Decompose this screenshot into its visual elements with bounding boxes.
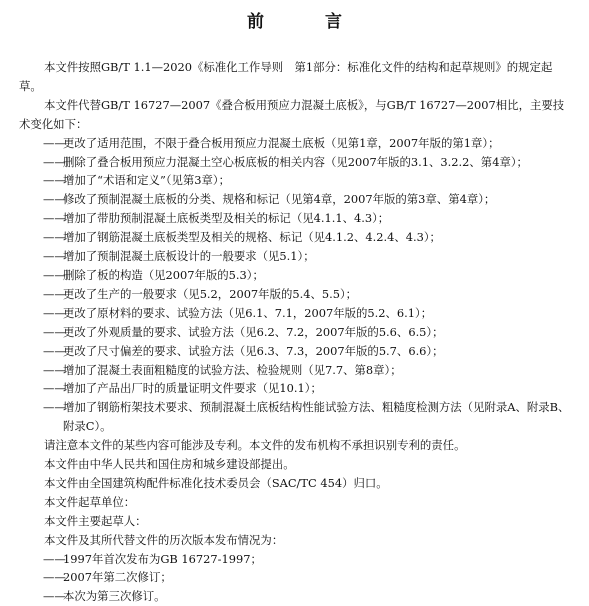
paragraph-drafting-rule: 本文件按照GB/T 1.1—2020《标准化工作导则 第1部分：标准化文件的结构和起草规则》的规定起草。 (19, 60, 553, 93)
change-item (19, 379, 571, 398)
history-item (19, 568, 571, 587)
dash-marker: —— (43, 286, 66, 301)
history-text: 2007年第二次修订； (63, 570, 172, 585)
change-item (19, 304, 571, 323)
change-text: 增加了预制混凝土底板设计的一般要求（见5.1）； (63, 249, 315, 264)
patent-notice: 请注意本文件的某些内容可能涉及专利。本文件的发布机构不承担识别专利的责任。 (44, 438, 466, 453)
change-text: 删除了叠合板用预应力混凝土空心板底板的相关内容（见2007年版的3.1、3.2.2、第4章）； (63, 154, 528, 169)
dash-marker: —— (43, 343, 66, 358)
change-text: 增加了产品出厂时的质量证明文件要求（见10.1）； (63, 381, 322, 396)
dash-marker: —— (43, 324, 66, 339)
document-body (19, 58, 571, 606)
main-drafters-line: 本文件主要起草人： (44, 513, 147, 528)
history-text: 1997年首次发布为GB 16727-1997； (63, 551, 262, 566)
change-item (19, 266, 571, 285)
change-item (19, 323, 571, 342)
committee-line: 本文件由全国建筑构配件标准化技术委员会（SAC/TC 454）归口。 (44, 475, 388, 490)
change-text: 更改了外观质量的要求、试验方法（见6.2、7.2，2007年版的5.6、6.5）； (63, 324, 444, 339)
history-item (19, 587, 571, 606)
change-item (19, 361, 571, 380)
change-item (19, 134, 571, 153)
page-title: 前 言 (247, 12, 364, 32)
change-text: 增加了钢筋混凝土底板类型及相关的规格、标记（见4.1.2、4.2.4、4.3）； (63, 230, 441, 245)
change-text: 更改了适用范围，不限于叠合板用预应力混凝土底板（见第1章，2007年版的第1章）； (63, 135, 500, 150)
dash-marker: —— (43, 230, 66, 245)
dash-marker: —— (43, 362, 66, 377)
change-item (19, 209, 571, 228)
change-text: 增加了带肋预制混凝土底板类型及相关的标记（见4.1.1、4.3）； (63, 211, 390, 226)
paragraph-replacement-note: 本文件代替GB/T 16727—2007《叠合板用预应力混凝土底板》，与GB/T 16727—2007相比，主要技术变化如下： (19, 97, 565, 131)
change-item (19, 190, 571, 209)
dash-marker: —— (43, 589, 66, 604)
dash-marker: —— (43, 551, 66, 566)
change-item (19, 171, 571, 190)
dash-marker: —— (43, 154, 66, 169)
dash-marker: —— (43, 192, 66, 207)
history-item (19, 550, 571, 569)
change-text: 更改了尺寸偏差的要求、试验方法（见6.3、7.3，2007年版的5.7、6.6）； (63, 343, 444, 358)
change-item (19, 228, 571, 247)
change-item (19, 342, 571, 361)
history-text: 本次为第三次修订。 (63, 589, 166, 604)
drafting-units-line: 本文件起草单位： (44, 494, 136, 509)
change-text: 增加了“术语和定义”（见第3章）； (63, 173, 230, 188)
change-text: 更改了生产的一般要求（见5.2，2007年版的5.4、5.5）； (63, 286, 358, 301)
dash-marker: —— (43, 135, 66, 150)
change-text: 更改了原材料的要求、试验方法（见6.1、7.1，2007年版的5.2、6.1）； (63, 305, 433, 320)
change-text: 增加了混凝土表面粗糙度的试验方法、检验规则（见7.7、第8章）； (63, 362, 402, 377)
dash-marker: —— (43, 570, 66, 585)
dash-marker: —— (43, 211, 66, 226)
dash-marker: —— (43, 249, 66, 264)
change-text: 修改了预制混凝土底板的分类、规格和标记（见第4章，2007年版的第3章、第4章）； (63, 192, 496, 207)
change-text: 增加了钢筋桁架技术要求、预制混凝土底板结构性能试验方法、粗糙度检测方法（见附录A、附录B、附录C）。 (63, 400, 570, 434)
proposer-line: 本文件由中华人民共和国住房和城乡建设部提出。 (44, 457, 295, 472)
dash-marker: —— (43, 267, 66, 282)
dash-marker: —— (43, 381, 66, 396)
dash-marker: —— (43, 400, 66, 415)
change-item (19, 153, 571, 172)
change-item (19, 285, 571, 304)
change-item (19, 247, 571, 266)
history-heading: 本文件及其所代替文件的历次版本发布情况为： (44, 532, 284, 547)
change-text: 删除了板的构造（见2007年版的5.3）； (63, 267, 264, 282)
change-item (19, 398, 571, 436)
dash-marker: —— (43, 305, 66, 320)
dash-marker: —— (43, 173, 66, 188)
